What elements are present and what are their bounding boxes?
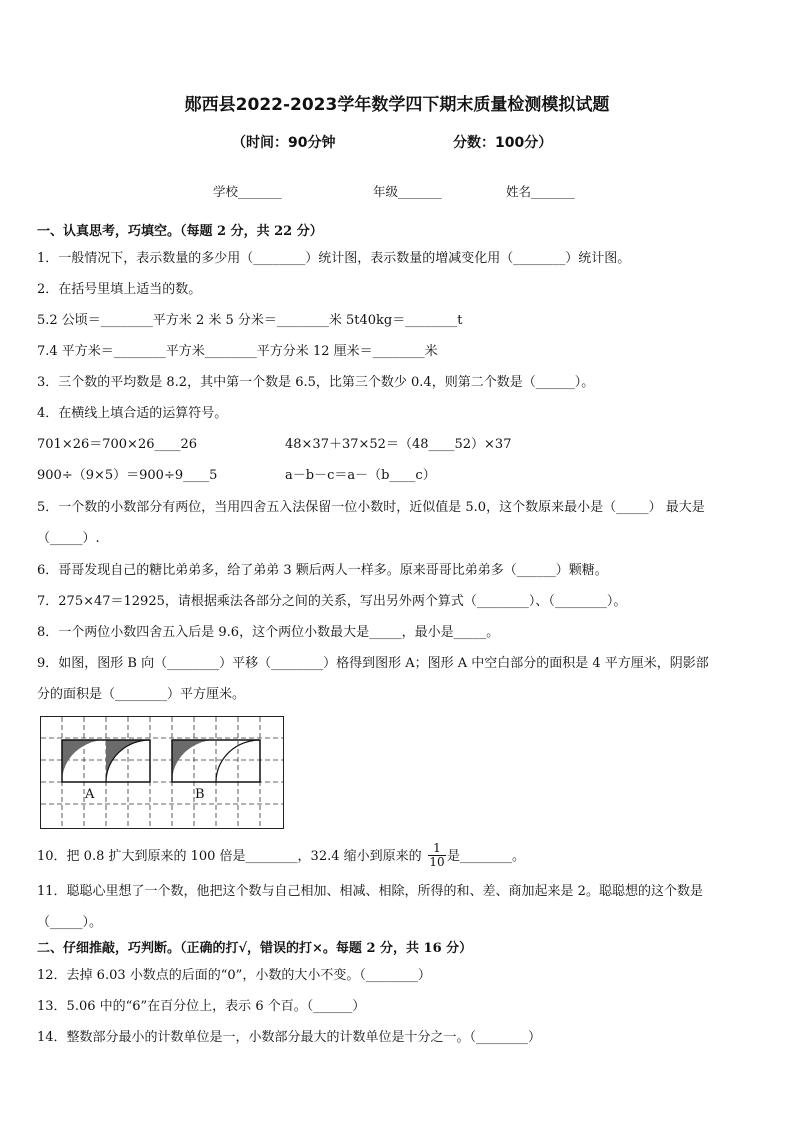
question-14: 14．整数部分最小的计数单位是一，小数部分最大的计数单位是十分之一。（________） [37, 1030, 542, 1045]
question-4-c: 900÷（9×5）＝900÷9____5 [37, 468, 218, 483]
question-11-line-2: （_____）。 [37, 915, 103, 930]
translation-figure [40, 716, 285, 830]
page-title: 郧西县2022-2023学年数学四下期末质量检测模拟试题 [184, 95, 610, 115]
exam-score: 分数：100分） [453, 135, 553, 151]
question-12: 12．去掉 6.03 小数点的后面的“0”，小数的大小不变。（________） [37, 968, 431, 983]
question-4-b: 48×37＋37×52＝（48____52）×37 [285, 437, 512, 452]
question-8: 8．一个两位小数四舍五入后是 9.6，这个两位小数最大是_____，最小是_____。 [37, 625, 500, 640]
exam-time: （时间：90分钟 [232, 135, 336, 151]
question-2-row-1: 5.2 公顷＝________平方米 2 米 5 分米＝________米 5t40kg＝________t [37, 313, 463, 328]
question-10-text: 10．把 0.8 扩大到原来的 100 倍是________，32.4 缩小到原来的 [37, 849, 422, 864]
name-field: 姓名_______ [506, 184, 575, 199]
question-9-line-2: 分的面积是（________）平方厘米。 [37, 687, 246, 702]
question-6: 6．哥哥发现自己的糖比弟弟多，给了弟弟 3 颗后两人一样多。原来哥哥比弟弟多（______）颗糖。 [37, 563, 608, 578]
question-7: 7．275×47＝12925，请根据乘法各部分之间的关系，写出另外两个算式（________）、（________）。 [37, 594, 627, 609]
section-2-heading: 二、仔细推敲，巧判断。（正确的打√，错误的打×。每题 2 分，共 16 分） [37, 941, 473, 956]
fraction-denominator: 10 [429, 855, 445, 869]
section-1-heading: 一、认真思考，巧填空。（每题 2 分，共 22 分） [37, 224, 323, 239]
question-9-line-1: 9．如图，图形 B 向（________）平移（________）格得到图形 A；图形 A 中空白部分的面积是 4 平方厘米，阴影部 [37, 656, 709, 671]
question-5-line-1: 5．一个数的小数部分有两位，当用四舍五入法保留一位小数时，近似值是 5.0，这个数原来最小是（_____） 最大是 [37, 500, 705, 515]
question-4-d: a－b－c＝a－（b____c） [285, 468, 436, 483]
grade-field: 年级_______ [373, 184, 442, 199]
question-2-row-2: 7.4 平方米＝________平方米________平方分米 12 厘米＝________米 [37, 344, 438, 359]
question-11-line-1: 11．聪聪心里想了一个数，他把这个数与自己相加、相减、相除，所得的和、差、商加起来是 2。聪聪想的这个数是 [37, 884, 703, 899]
fraction-one-tenth [428, 842, 446, 869]
label-b: B [195, 787, 205, 802]
fraction-numerator: 1 [428, 842, 446, 856]
question-3: 3．三个数的平均数是 8.2，其中第一个数是 6.5，比第三个数少 0.4，则第二个数是（______）。 [37, 375, 595, 390]
label-a: A [85, 787, 95, 802]
question-1: 1．一般情况下，表示数量的多少用（________）统计图，表示数量的增减变化用（________）统计图。 [37, 251, 631, 266]
question-13: 13．5.06 中的“6”在百分位上，表示 6 个百。（______） [37, 999, 366, 1014]
question-10-tail: 是________。 [447, 849, 526, 864]
question-4-a: 701×26＝700×26____26 [37, 437, 198, 452]
question-5-line-2: （_____）. [37, 531, 100, 546]
question-4: 4．在横线上填合适的运算符号。 [37, 406, 228, 421]
question-2: 2．在括号里填上适当的数。 [37, 282, 202, 297]
school-field: 学校_______ [213, 184, 282, 199]
